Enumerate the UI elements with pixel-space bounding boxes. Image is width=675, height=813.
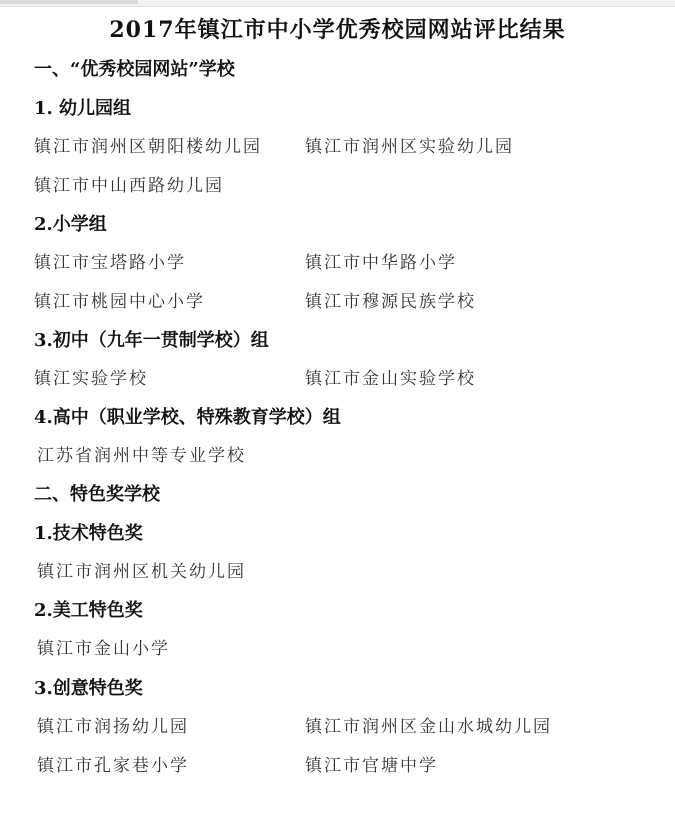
group-heading-junior-high: 3.初中（九年一贯制学校）组 [34, 330, 269, 351]
school-name: 镇江市中山西路幼儿园 [34, 176, 224, 196]
school-name: 镇江市润州区实验幼儿园 [305, 137, 514, 157]
list-row [0, 366, 675, 392]
school-name: 镇江市金山小学 [37, 639, 170, 659]
group-heading-senior-high: 4.高中（职业学校、特殊教育学校）组 [34, 407, 341, 428]
section-heading-special-awards: 二、特色奖学校 [34, 484, 160, 505]
school-name: 镇江市穆源民族学校 [305, 292, 476, 312]
list-row [0, 753, 675, 779]
group-heading-kindergarten: 1. 幼儿园组 [34, 98, 132, 119]
school-name: 镇江实验学校 [34, 369, 148, 389]
group-heading-technical-award: 1.技术特色奖 [34, 523, 143, 544]
list-row [0, 443, 675, 469]
list-row [0, 134, 675, 160]
group-heading-primary: 2.小学组 [34, 214, 107, 235]
school-name: 镇江市金山实验学校 [305, 369, 476, 389]
document-title: 2017年镇江市中小学优秀校园网站评比结果 [109, 17, 566, 43]
group-heading-creative-award: 3.创意特色奖 [34, 678, 143, 699]
school-name: 镇江市润州区朝阳楼幼儿园 [34, 137, 262, 157]
school-name: 镇江市宝塔路小学 [34, 253, 186, 273]
school-name: 镇江市孔家巷小学 [37, 756, 189, 776]
school-name: 镇江市桃园中心小学 [34, 292, 205, 312]
school-name: 镇江市润州区金山水城幼儿园 [305, 717, 552, 737]
group-heading-art-award: 2.美工特色奖 [34, 600, 143, 621]
list-row [0, 289, 675, 315]
section-heading-excellent-websites: 一、“优秀校园网站”学校 [34, 59, 235, 80]
list-row [0, 250, 675, 276]
list-row [0, 173, 675, 199]
list-row [0, 559, 675, 585]
school-name: 镇江市润扬幼儿园 [37, 717, 189, 737]
list-row [0, 636, 675, 662]
school-name: 镇江市中华路小学 [305, 253, 457, 273]
list-row [0, 714, 675, 740]
school-name: 镇江市润州区机关幼儿园 [37, 562, 246, 582]
school-name: 江苏省润州中等专业学校 [37, 446, 246, 466]
school-name: 镇江市官塘中学 [305, 756, 438, 776]
